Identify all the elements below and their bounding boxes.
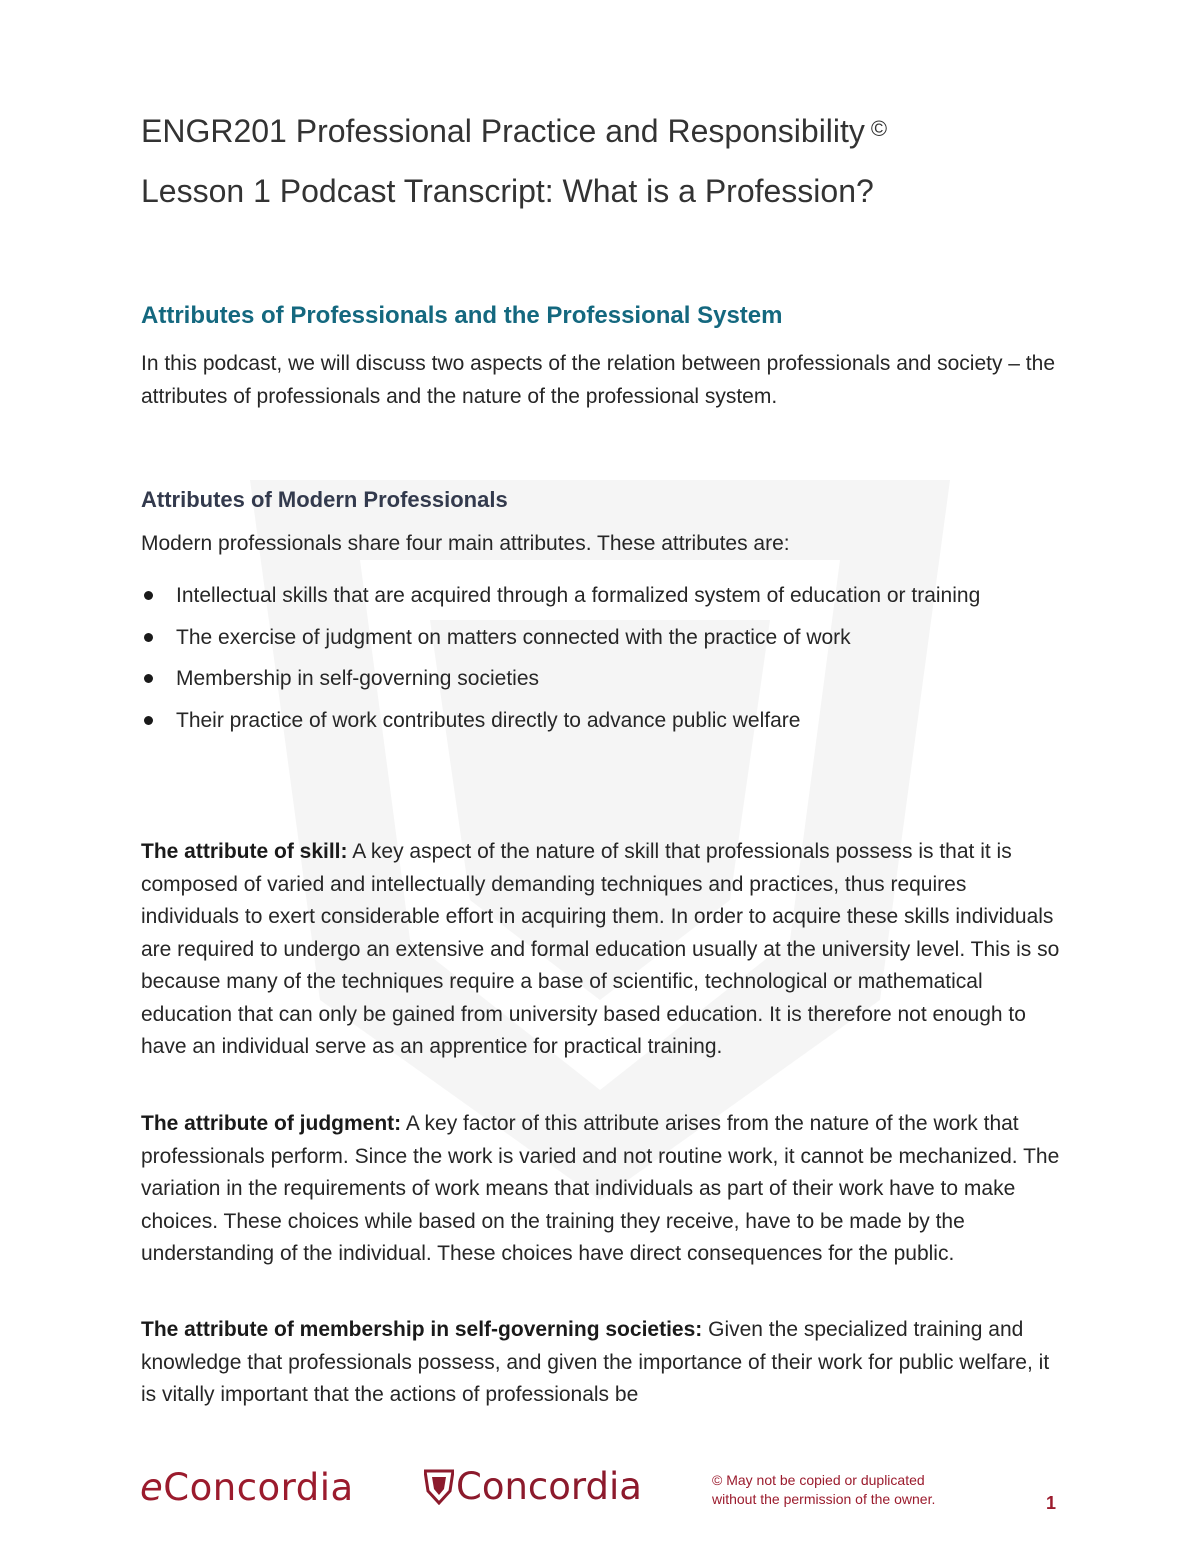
paragraph-attribute-skill [141,836,1066,1064]
page-number: 1 [1046,1493,1057,1513]
list-item: The exercise of judgment on matters connected with the practice of work [141,617,1041,659]
copyright-notice-line: without the permission of the owner. [712,1491,936,1507]
attributes-bullet-list [141,575,1041,741]
section-intro-paragraph: In this podcast, we will discuss two aspects of the relation between professionals and society – the attributes of professionals and the nature of the professional system. [141,352,1055,408]
copyright-notice-line: © May not be copied or duplicated [712,1472,925,1488]
paragraph-label: The attribute of judgment: [141,1112,402,1135]
paragraph-text: A key aspect of the nature of skill that professionals possess is that it is composed of varied and intellectually demanding techniques and practices, thus requires individuals to exert considerable effort in acquiring them. In order to acquire these skills individuals are required to undergo an extensive and formal education usually at the university level. This is so because many of the techniques require a base of scientific, technological or mathematical education that can only be gained from university based education. It is therefore not enough to have an individual serve as an apprentice for practical training. [141,840,1060,1058]
section-heading-modern-professionals: Attributes of Modern Professionals [141,487,508,512]
paragraph-label: The attribute of skill: [141,840,348,863]
section-heading-attributes: Attributes of Professionals and the Professional System [141,302,783,329]
list-item: Their practice of work contributes directly to advance public welfare [141,700,1041,742]
econcordia-logo-prefix: e [140,1466,164,1509]
copyright-notice [712,1471,935,1509]
paragraph-text: Given the specialized training and knowledge that professionals possess, and given the importance of their work for public welfare, it is vitally important that the actions of professionals be [141,1318,1050,1406]
copyright-symbol: © [870,116,888,141]
paragraph-attribute-judgment [141,1108,1066,1271]
document-subtitle: Lesson 1 Podcast Transcript: What is a Profession? [141,173,874,209]
document-title-text: ENGR201 Professional Practice and Responsibility [141,113,865,149]
document-title [141,113,887,150]
econcordia-logo [140,1466,354,1509]
paragraph-label: The attribute of membership in self-governing societies: [141,1318,703,1341]
econcordia-logo-text: Concordia [163,1466,354,1509]
concordia-logo-text: Concordia [456,1465,642,1508]
paragraph-text: A key factor of this attribute arises from the nature of the work that professionals perform. Since the work is varied and not routine work, it cannot be mechanized. The variation in the requirements of work means that individuals as part of their work have to make choices. These choices while based on the training they receive, have to be made by the understanding of the individual. These choices have direct consequences for the public. [141,1112,1060,1265]
list-item: Intellectual skills that are acquired through a formalized system of education or training [141,575,1041,617]
concordia-shield-icon [424,1469,454,1505]
list-item: Membership in self-governing societies [141,658,1041,700]
modern-professionals-intro: Modern professionals share four main attributes. These attributes are: [141,532,790,555]
concordia-logo [424,1465,642,1508]
paragraph-attribute-membership [141,1314,1066,1412]
